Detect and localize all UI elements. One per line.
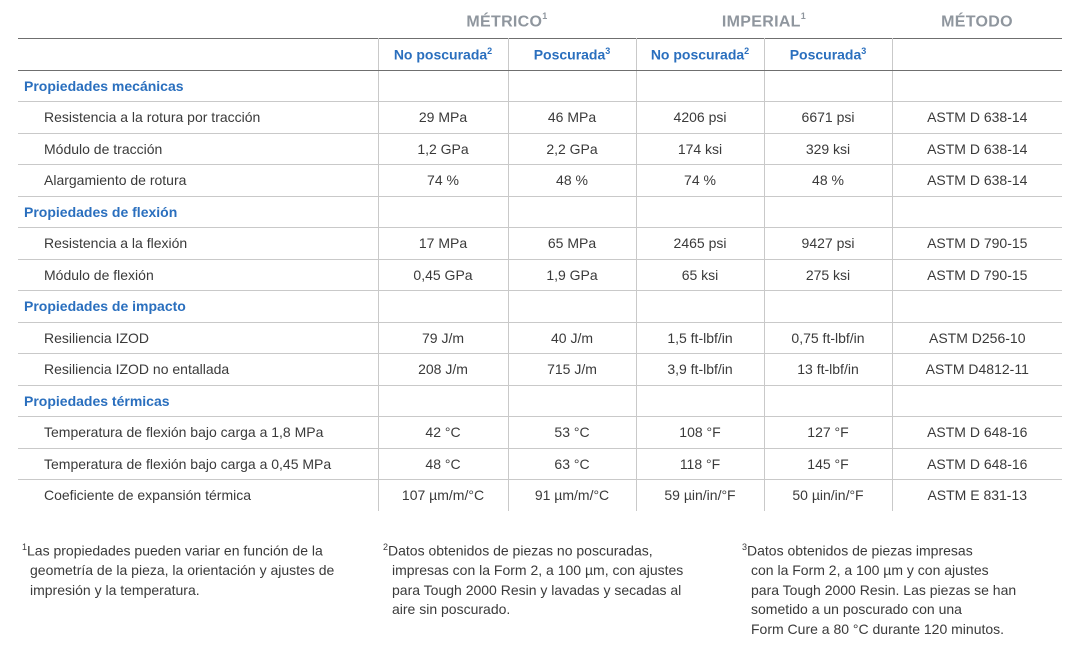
table-cell: 174 ksi <box>636 133 764 165</box>
subheader-cell <box>508 39 636 71</box>
table-cell: 42 °C <box>378 417 508 449</box>
table-cell: 65 MPa <box>508 228 636 260</box>
table-cell: 118 °F <box>636 448 764 480</box>
subheader-footnote-ref: 2 <box>744 45 750 56</box>
empty-cell <box>636 196 764 228</box>
table-cell: 53 °C <box>508 417 636 449</box>
property-name: Alargamiento de rotura <box>18 165 378 197</box>
property-name: Resistencia a la flexión <box>18 228 378 260</box>
empty-cell <box>892 385 1062 417</box>
subheader-footnote-ref: 3 <box>861 45 867 56</box>
table-cell: 50 µin/in/°F <box>764 480 892 511</box>
section-header-row <box>18 385 1062 417</box>
subheader-label: Poscurada <box>789 46 862 63</box>
property-name: Resistencia a la rotura por tracción <box>18 102 378 134</box>
property-name: Coeficiente de expansión térmica <box>18 480 378 511</box>
empty-cell <box>764 291 892 323</box>
table-cell: 74 % <box>378 165 508 197</box>
table-row <box>18 133 1062 165</box>
column-group-header <box>0 12 1069 34</box>
empty-cell <box>378 70 508 102</box>
section-header-row <box>18 196 1062 228</box>
empty-cell <box>508 196 636 228</box>
group-imperial: IMPERIAL$^1$ <box>721 11 807 31</box>
table-cell: 65 ksi <box>636 259 764 291</box>
empty-cell <box>636 70 764 102</box>
subheader-cell <box>18 39 378 71</box>
table-cell: 6671 psi <box>764 102 892 134</box>
section-header-row <box>18 70 1062 102</box>
table-cell: 108 °F <box>636 417 764 449</box>
table-cell: 46 MPa <box>508 102 636 134</box>
empty-cell <box>892 196 1062 228</box>
property-name: Temperatura de flexión bajo carga a 0,45 MPa <box>18 448 378 480</box>
subheader-cell <box>892 39 1062 71</box>
subheader-label: No poscurada <box>650 46 745 63</box>
table-row <box>18 228 1062 260</box>
empty-cell <box>378 385 508 417</box>
section-title: Propiedades térmicas <box>18 385 378 417</box>
table-row <box>18 417 1062 449</box>
table-cell: ASTM D 790-15 <box>892 259 1062 291</box>
table-cell: 48 % <box>508 165 636 197</box>
property-name: Módulo de tracción <box>18 133 378 165</box>
empty-cell <box>378 196 508 228</box>
empty-cell <box>636 385 764 417</box>
empty-cell <box>892 70 1062 102</box>
table-row <box>18 354 1062 386</box>
table-cell: 9427 psi <box>764 228 892 260</box>
table-row <box>18 448 1062 480</box>
table-cell: 4206 psi <box>636 102 764 134</box>
table-cell: 91 µm/m/°C <box>508 480 636 511</box>
footnote-2: $^2$Datos obtenidos de piezas no poscuradas, impresas con la Form 2, a 100 µm, con ajustes para Tough 2000 Resin y lavadas y secadas al aire sin poscurado. <box>383 542 684 618</box>
table-cell: ASTM E 831-13 <box>892 480 1062 511</box>
table-row <box>18 259 1062 291</box>
table-cell: ASTM D 648-16 <box>892 448 1062 480</box>
table-cell: ASTM D 638-14 <box>892 102 1062 134</box>
table-cell: ASTM D 638-14 <box>892 165 1062 197</box>
table-cell: 63 °C <box>508 448 636 480</box>
section-title: Propiedades de flexión <box>18 196 378 228</box>
empty-cell <box>764 196 892 228</box>
subheader-cell <box>636 39 764 71</box>
table-cell: 17 MPa <box>378 228 508 260</box>
table-cell: 2465 psi <box>636 228 764 260</box>
table-cell: 0,45 GPa <box>378 259 508 291</box>
table-cell: ASTM D4812-11 <box>892 354 1062 386</box>
subheader-cell <box>764 39 892 71</box>
subheader-label: Poscurada <box>533 46 606 63</box>
empty-cell <box>378 291 508 323</box>
table-cell: 208 J/m <box>378 354 508 386</box>
table-cell: 29 MPa <box>378 102 508 134</box>
empty-cell <box>764 70 892 102</box>
footnote-3: $^3$Datos obtenidos de piezas impresas con la Form 2, a 100 µm y con ajustes para Tough 2000 Resin. Las piezas se han sometido a un poscurado con una Form Cure a 80 °C durante 120 minutos. <box>742 542 1017 637</box>
empty-cell <box>508 385 636 417</box>
empty-cell <box>636 291 764 323</box>
table-cell: 0,75 ft-lbf/in <box>764 322 892 354</box>
table-cell: 79 J/m <box>378 322 508 354</box>
property-name: Resiliencia IZOD <box>18 322 378 354</box>
table-cell: 59 µin/in/°F <box>636 480 764 511</box>
table-cell: 13 ft-lbf/in <box>764 354 892 386</box>
footnote-1: $^1$Las propiedades pueden variar en función de la geometría de la pieza, la orientación y ajustes de impresión y la temperatura. <box>22 542 335 598</box>
table-cell: 48 % <box>764 165 892 197</box>
subheader-label: No poscurada <box>393 46 488 63</box>
table-row <box>18 322 1062 354</box>
section-title: Propiedades de impacto <box>18 291 378 323</box>
table-cell: 329 ksi <box>764 133 892 165</box>
property-name: Resiliencia IZOD no entallada <box>18 354 378 386</box>
property-name: Temperatura de flexión bajo carga a 1,8 MPa <box>18 417 378 449</box>
table-row <box>18 480 1062 511</box>
group-method: MÉTODO <box>941 13 1013 31</box>
table-cell: 107 µm/m/°C <box>378 480 508 511</box>
table-cell: 1,9 GPa <box>508 259 636 291</box>
table-cell: 145 °F <box>764 448 892 480</box>
subheader-footnote-ref: 2 <box>487 45 493 56</box>
table-cell: 1,2 GPa <box>378 133 508 165</box>
property-name: Módulo de flexión <box>18 259 378 291</box>
subheader-footnote-ref: 3 <box>605 45 611 56</box>
table-cell: 74 % <box>636 165 764 197</box>
table-cell: 2,2 GPa <box>508 133 636 165</box>
table-cell: 127 °F <box>764 417 892 449</box>
table-cell: 1,5 ft-lbf/in <box>636 322 764 354</box>
table-cell: 40 J/m <box>508 322 636 354</box>
empty-cell <box>508 291 636 323</box>
empty-cell <box>892 291 1062 323</box>
properties-table <box>18 38 1062 511</box>
subheader-row <box>18 39 1062 71</box>
table-cell: 3,9 ft-lbf/in <box>636 354 764 386</box>
table-cell: 715 J/m <box>508 354 636 386</box>
table-cell: ASTM D 638-14 <box>892 133 1062 165</box>
table-cell: ASTM D 648-16 <box>892 417 1062 449</box>
table-row <box>18 102 1062 134</box>
empty-cell <box>764 385 892 417</box>
table-row <box>18 165 1062 197</box>
empty-cell <box>508 70 636 102</box>
table-cell: ASTM D256-10 <box>892 322 1062 354</box>
table-cell: ASTM D 790-15 <box>892 228 1062 260</box>
table-cell: 48 °C <box>378 448 508 480</box>
table-cell: 275 ksi <box>764 259 892 291</box>
section-title: Propiedades mecánicas <box>18 70 378 102</box>
section-header-row <box>18 291 1062 323</box>
group-metric: MÉTRICO$^1$ <box>466 11 548 31</box>
subheader-cell <box>378 39 508 71</box>
